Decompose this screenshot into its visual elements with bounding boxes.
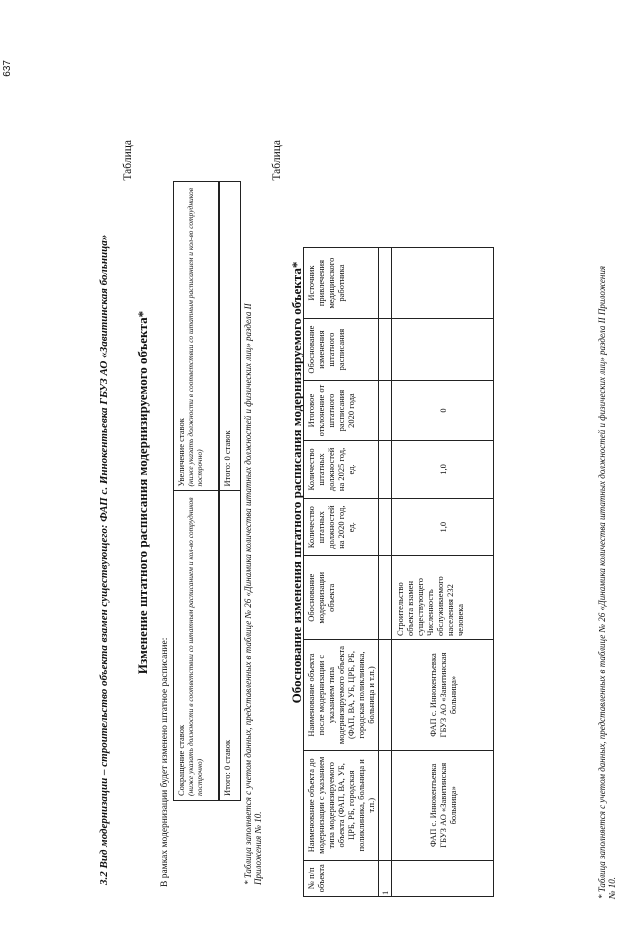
modernization-justification: Строительство объекта взамен существующего Численность обслуживаемого населения 232 человека [392, 556, 494, 640]
column-header: Количество штатных должностей на 2020 год, ед. [304, 498, 379, 556]
table-label: Таблица [271, 140, 283, 181]
empty-cell [379, 751, 392, 861]
table-label: Таблица [122, 140, 134, 181]
empty-cell [379, 441, 392, 499]
increase-note: (ниже указать должности в соответствии со штатным расписанием и кол-во сотрудников построчно) [186, 187, 204, 487]
empty-cell [379, 381, 392, 441]
object-after: ФАП с. Иннокентьевка ГБУЗ АО «Завитинская больница» [392, 640, 494, 751]
empty-cell [379, 319, 392, 381]
staff-change-table [173, 181, 241, 801]
staff-2020: 1,0 [392, 498, 494, 556]
column-header: Наименование объекта после модернизации с указанием типа модернизируемого объекта (ФАП, ВА, УБ, ЦРБ, РБ, городская поликлиника, больница и т.п.) [304, 640, 379, 751]
object-before: ФАП с. Иннокентьевка ГБУЗ АО «Завитинская больница» [392, 751, 494, 861]
column-header: № п/п объекта [304, 860, 379, 896]
empty-cell [379, 556, 392, 640]
total-right: Итого: 0 ставок [219, 182, 241, 492]
reduction-title: Сокращение ставок [176, 724, 186, 796]
reduction-note: (ниже указать должности в соответствии со штатным расписанием и кол-во сотрудников построчно) [186, 497, 204, 796]
empty-cell [379, 640, 392, 751]
column-header: Итоговое отклонение от штатного расписания 2020 года [304, 381, 379, 441]
empty-cell [379, 248, 392, 319]
staff-change-heading: Изменение штатного расписания модернизируемого объекта* [135, 310, 150, 675]
intro-text: В рамках модернизации будет изменено штатное расписание: [160, 637, 170, 887]
empty-cell [392, 860, 494, 896]
staff-2025: 1,0 [392, 441, 494, 499]
justification-table [303, 247, 494, 897]
section-title: 3.2 Вид модернизации – строительство объекта взамен существующего: ФАП с. Иннокентьевка ГБУЗ АО «Завитинская больница» [98, 234, 110, 885]
column-header: Источник привлечения медицинского работника [304, 248, 379, 319]
column-header: Наименование объекта до модернизации с указанием типа модернизируемого объекта (ФАП, ВА, УБ, ЦРБ, РБ, городская поликлиника, больница и т.п.) [304, 751, 379, 861]
increase-cell [174, 182, 220, 492]
column-header: Количество штатных должностей на 2025 год, ед. [304, 441, 379, 499]
reduction-cell [174, 491, 220, 801]
column-header: Обоснование модернизации объекта [304, 556, 379, 640]
table-row [392, 248, 494, 897]
footnote: * Таблица заполняется с учетом данных, представленных в таблице № 26 «Динамика количества штатных должностей и физических лиц» раздела II Приложения № 10. [597, 265, 617, 899]
row-number: 1 [379, 860, 392, 896]
footnote: * Таблица заполняется с учетом данных, представленных в таблице № 26 «Динамика количества штатных должностей и физических лиц» раздела II Приложения № 10. [243, 303, 263, 885]
empty-cell [379, 498, 392, 556]
change-reason [392, 319, 494, 381]
justification-heading: Обоснование изменения штатного расписания модернизируемого объекта* [289, 261, 304, 704]
total-left: Итого: 0 ставок [219, 491, 241, 801]
increase-title: Увеличение ставок [176, 418, 186, 487]
worker-source [392, 248, 494, 319]
deviation: 0 [392, 381, 494, 441]
page-number: 637 [2, 60, 13, 77]
column-header: Обоснование изменения штатного расписания [304, 319, 379, 381]
